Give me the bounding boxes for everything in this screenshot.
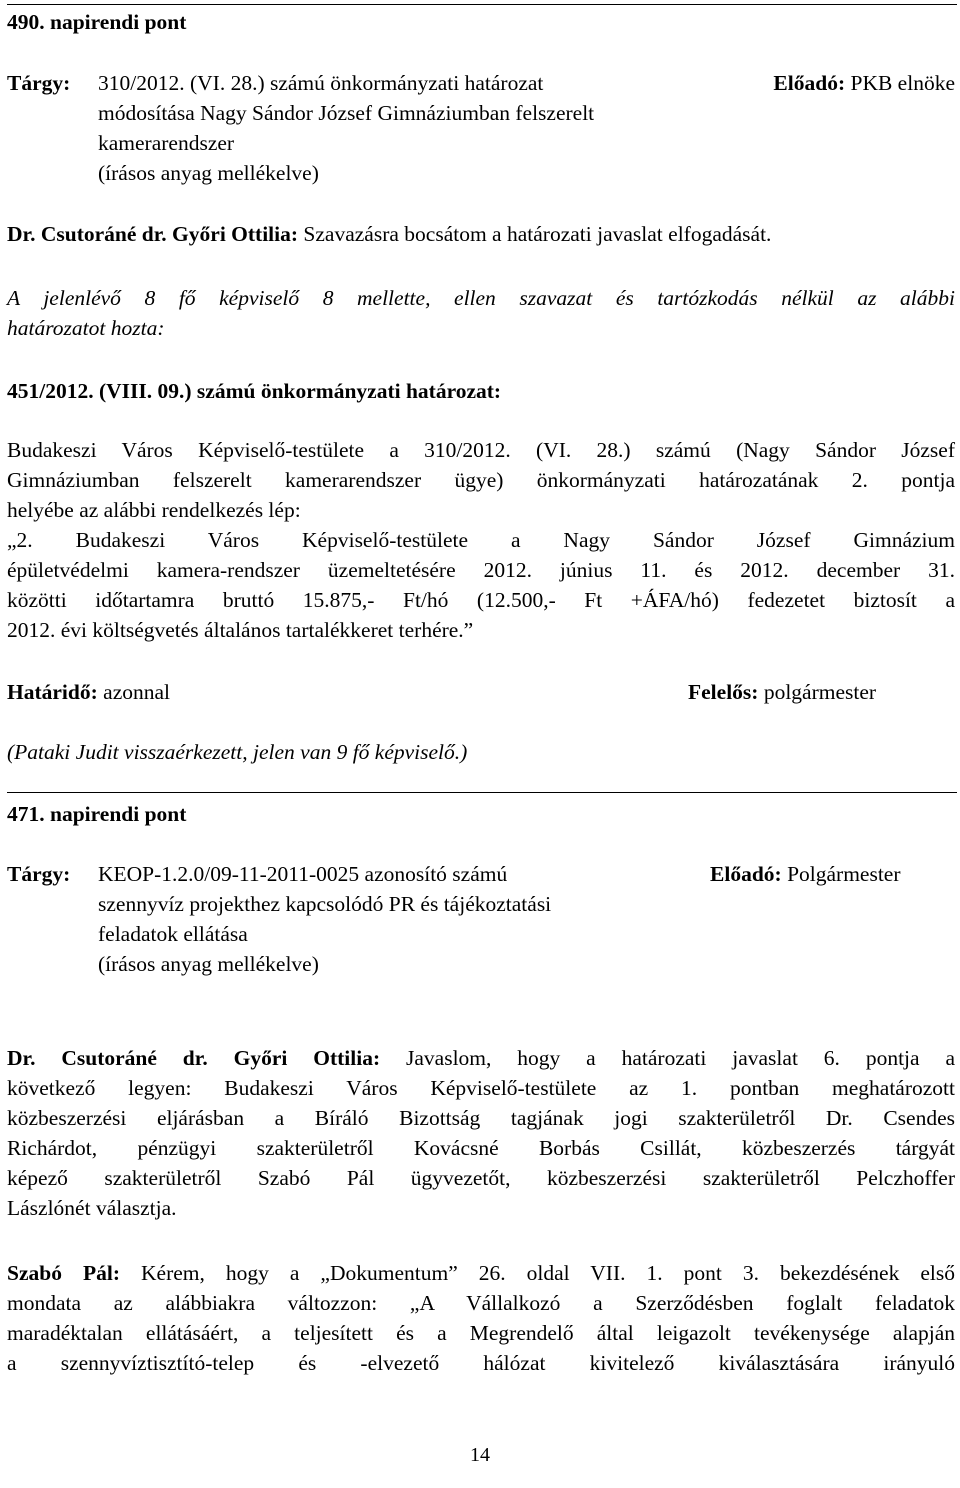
speaker-name: Dr. Csutoráné dr. Győri Ottilia: <box>7 1046 381 1070</box>
resolution-line: „2. Budakeszi Város Képviselő-testülete a Nagy Sándor József Gimnázium <box>7 528 955 552</box>
subject-line: szennyvíz projekthez kapcsolódó PR és tájékoztatási <box>98 892 552 916</box>
resolution-body <box>7 435 955 645</box>
resolution-title: 451/2012. (VIII. 09.) számú önkormányzati határozat: <box>7 379 502 403</box>
presenter-label: Előadó: <box>773 71 846 95</box>
agenda-heading-471: 471. napirendi pont <box>7 802 187 826</box>
agenda-heading-490: 490. napirendi pont <box>7 10 187 34</box>
speech-line: közbeszerzési eljárásban a Bíráló Bizottság tagjának jogi szakterületről Dr. Csendes <box>7 1106 955 1130</box>
responsible-label: Felelős: <box>688 680 759 704</box>
attendance-note: (Pataki Judit visszaérkezett, jelen van 9 fő képviselő.) <box>7 740 468 764</box>
deadline-label: Határidő: <box>7 680 98 704</box>
responsible <box>688 677 876 707</box>
subject-line: (írásos anyag mellékelve) <box>98 161 319 185</box>
speech-line: a szennyvíztisztító-telep és -elvezető hálózat kivitelező kiválasztására irányuló <box>7 1351 955 1375</box>
resolution-line: helyébe az alábbi rendelkezés lép: <box>7 498 301 522</box>
speech-line: következő legyen: Budakeszi Város Képviselő-testülete az 1. pontban meghatározott <box>7 1076 955 1100</box>
speech-471-second <box>7 1258 955 1378</box>
speech-line: képező szakterületről Szabó Pál ügyvezetőt, közbeszerzési szakterületről Pelczhoffer <box>7 1166 955 1190</box>
speaker-name: Dr. Csutoráné dr. Győri Ottilia: <box>7 222 299 246</box>
top-divider <box>7 4 957 5</box>
subject-text <box>98 859 658 979</box>
speech-490 <box>7 219 955 249</box>
vote-line: A jelenlévő 8 fő képviselő 8 mellette, ellen szavazat és tartózkodás nélkül az alábbi <box>7 286 955 310</box>
deadline-value: azonnal <box>103 680 171 704</box>
presenter <box>710 859 901 889</box>
presenter-value: Polgármester <box>787 862 901 886</box>
speech-line: mondata az alábbiakra változzon: „A Vállalkozó a Szerződésben foglalt feladatok <box>7 1291 955 1315</box>
resolution-line: épületvédelmi kamera-rendszer üzemeltetésére 2012. június 11. és 2012. december 31. <box>7 558 955 582</box>
resolution-line: 2012. évi költségvetés általános tartalékkeret terhére.” <box>7 618 474 642</box>
speech-471-first <box>7 1043 955 1223</box>
page-number: 14 <box>470 1444 490 1466</box>
deadline <box>7 677 170 707</box>
resolution-line: közötti időtartamra bruttó 15.875,- Ft/hó (12.500,- Ft +ÁFA/hó) fedezetet biztosít a <box>7 588 955 612</box>
subject-text <box>98 68 658 188</box>
speech-line: Lászlónét választja. <box>7 1196 177 1220</box>
subject-line: (írásos anyag mellékelve) <box>98 952 319 976</box>
presenter-label: Előadó: <box>710 862 782 886</box>
speech-text: Kérem, hogy a „Dokumentum” 26. oldal VII. 1. pont 3. bekezdésének első <box>141 1261 955 1285</box>
section-divider <box>7 792 957 793</box>
subject-line: módosítása Nagy Sándor József Gimnáziumban felszerelt <box>98 101 595 125</box>
subject-line: kamerarendszer <box>98 131 235 155</box>
subject-line: 310/2012. (VI. 28.) számú önkormányzati határozat <box>98 71 544 95</box>
presenter-value: PKB elnöke <box>850 71 955 95</box>
speech-line: maradéktalan ellátásáért, a teljesített és a Megrendelő által leigazolt tevékenysége alapján <box>7 1321 955 1345</box>
subject-line: feladatok ellátása <box>98 922 248 946</box>
speech-text: Javaslom, hogy a határozati javaslat 6. pontja a <box>406 1046 955 1070</box>
responsible-value: polgármester <box>763 680 877 704</box>
presenter <box>773 68 955 98</box>
vote-line: határozatot hozta: <box>7 316 165 340</box>
resolution-line: Gimnáziumban felszerelt kamerarendszer ügye) önkormányzati határozatának 2. pontja <box>7 468 955 492</box>
speech-line <box>7 1258 955 1288</box>
speech-text: Szavazásra bocsátom a határozati javaslat elfogadását. <box>303 222 772 246</box>
vote-statement <box>7 283 955 343</box>
subject-line: KEOP-1.2.0/09-11-2011-0025 azonosító számú <box>98 862 508 886</box>
speech-line <box>7 1043 955 1073</box>
speaker-name: Szabó Pál: <box>7 1261 120 1285</box>
subject-label: Tárgy: <box>7 862 71 886</box>
subject-label: Tárgy: <box>7 71 71 95</box>
resolution-line: Budakeszi Város Képviselő-testülete a 310/2012. (VI. 28.) számú (Nagy Sándor József <box>7 438 955 462</box>
speech-line: Richárdot, pénzügyi szakterületről Kovácsné Borbás Csillát, közbeszerzés tárgyát <box>7 1136 955 1160</box>
